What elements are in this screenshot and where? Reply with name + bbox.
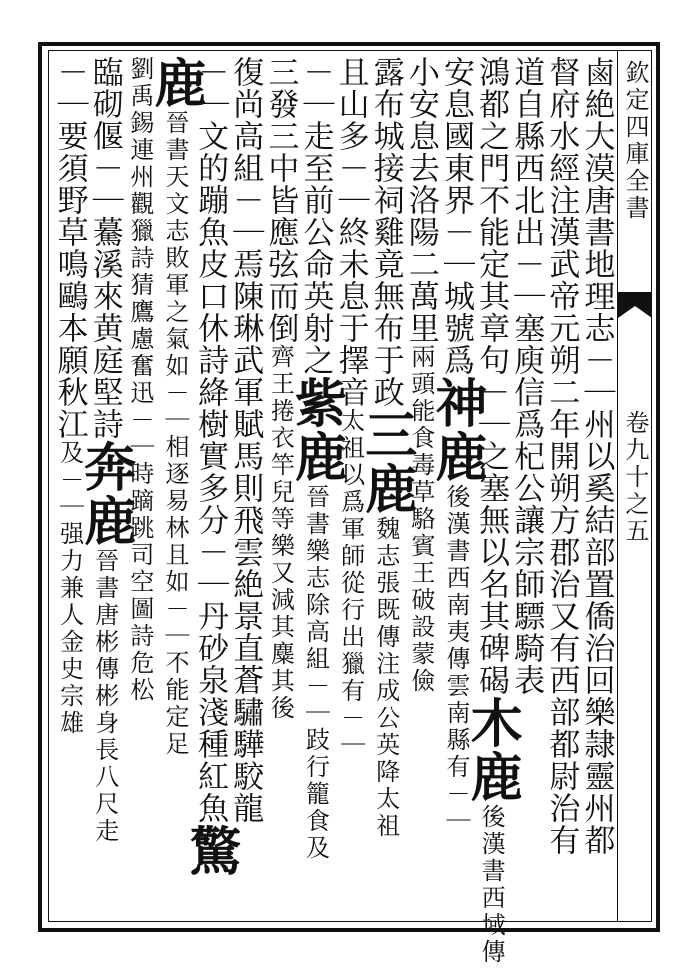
annotation-text: 齊王捲衣竿兒等樂又減其麋其後	[266, 344, 295, 722]
body-text: 三發三中皆應弦而倒	[262, 56, 299, 344]
margin-title: 欽定四庫全書	[621, 60, 649, 222]
body-text: －｜要須野草鳴鷗本願秋江	[51, 56, 88, 440]
annotation-text: 晉書天文志敗軍之氣如－｜相逐易林且如－｜不能定足	[160, 110, 189, 758]
annotation-text: 魏志張既傳注成公英降太祖	[371, 516, 400, 840]
body-text: 鴻都之門不能定其章句－｜之塞無以名其碑碣	[473, 56, 510, 696]
body-text: 且山多－｜終未息于擇音	[332, 56, 369, 408]
body-text: －｜文的蹦魚皮口休詩絳樹實多分－｜丹砂泉淺種紅魚	[192, 56, 229, 824]
annotation-text: 後漢書西南夷傳雲南縣有－｜	[441, 484, 470, 835]
body-text: 臨砌偃－｜驀溪來黄庭堅詩	[86, 56, 123, 440]
heading-term: 紫鹿	[285, 376, 347, 484]
annotation-text: 兩頭能食毒草駱賓王破設蒙儉	[406, 344, 435, 695]
heading-term: 鹿	[144, 56, 206, 110]
body-text: 鹵絶大漠唐書地理志－｜州以奚結部置僑治回樂隷靈州都	[578, 56, 615, 856]
body-text: －｜走至前公命英射之	[297, 56, 334, 376]
body-text: 督府水經注漢武帝元朔二年開朔方郡治又有西部都尉治有	[543, 56, 580, 856]
body-text: 道自縣西北出－｜塞庾信爲杞公讓宗師驃騎表	[508, 56, 545, 696]
body-text: 露布城接祠雞竟無布于政	[367, 56, 404, 408]
margin-volume: 卷九十之五	[621, 410, 649, 545]
body-text: 小安息去洛陽二萬里	[402, 56, 439, 344]
text-column	[52, 56, 87, 918]
heading-term: 奔鹿	[74, 440, 136, 548]
annotation-text: 劉禹錫連州觀獵詩猜鷹慮奮迅－｜時蹢跳司空圖詩危松	[125, 56, 154, 704]
annotation-text: 晉書樂志除高組－｜跂行籠食及	[301, 484, 330, 862]
annotation-text: 後漢書西域傳	[477, 804, 506, 966]
heading-term: 三鹿	[355, 408, 417, 516]
heading-term: 驚	[180, 824, 242, 878]
fishtail-mark	[618, 292, 652, 318]
heading-term: 木鹿	[461, 696, 523, 804]
body-text: 安息國東界－｜城號爲	[437, 56, 474, 376]
annotation-text: 晉書唐彬傳彬身長八尺走	[90, 548, 119, 845]
body-text: 復尚高組－｜焉陳琳武軍賦馬則飛雲絶景直蒼驌驊駮龍	[227, 56, 264, 824]
heading-term: 神鹿	[425, 376, 487, 484]
annotation-text: 及－｜强力兼人金史宗雄	[55, 440, 84, 737]
annotation-text: 太祖以爲軍師從行出獵有－｜	[336, 408, 365, 759]
